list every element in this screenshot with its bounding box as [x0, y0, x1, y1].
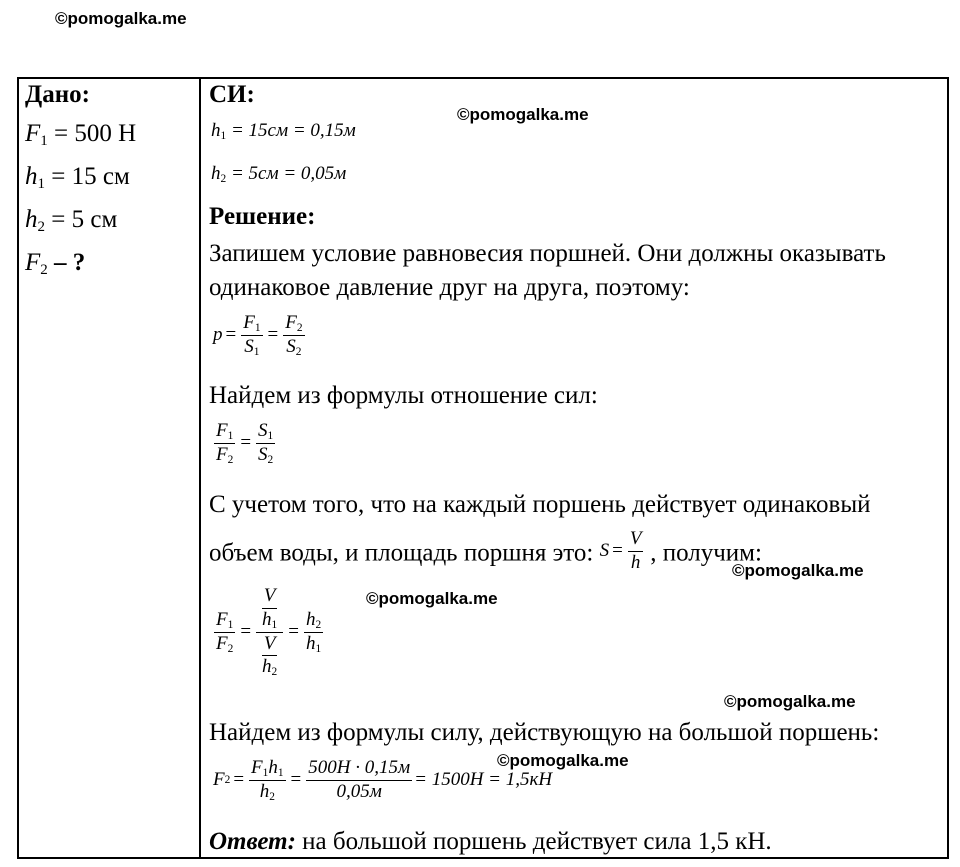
calc-result: = 1500Н = 1,5кН [414, 769, 553, 791]
si-header: СИ: [209, 81, 255, 108]
given-subscript: 2 [37, 218, 45, 235]
calc-denominator: 0,05м [336, 780, 382, 802]
solution-text-part: , получим: [650, 539, 762, 567]
solution-text: С учетом того, что на каждый поршень действует одинаковый [209, 491, 871, 518]
find-question: – ? [54, 249, 86, 276]
watermark: ©pomogalka.me [732, 561, 864, 580]
answer-text: на большой поршень действует сила 1,5 кН. [295, 828, 772, 855]
find-subscript: 2 [40, 261, 48, 278]
given-header: Дано: [25, 81, 90, 108]
given-value: = 500 Н [54, 120, 137, 147]
given-item [25, 205, 117, 235]
si-line: $h_2 = 5см = 0,05м$ [211, 163, 347, 185]
solution-text [209, 528, 762, 579]
given-value: = 5 см [51, 206, 118, 233]
watermark: ©pomogalka.me [724, 692, 856, 711]
watermark: ©pomogalka.me [55, 9, 187, 28]
given-symbol: h [25, 206, 38, 233]
watermark: ©pomogalka.me [457, 105, 589, 124]
given-subscript: 1 [37, 175, 45, 192]
watermark: ©pomogalka.me [497, 751, 629, 770]
answer [209, 827, 772, 857]
solution-text: Запишем условие равновесия поршней. Они должны оказывать [209, 240, 886, 267]
area-formula: S = $\frac{V}{h}$ [599, 528, 642, 573]
given-value: = 15 см [51, 163, 130, 190]
solution-text: одинаковое давление друг на друга, поэтому: [209, 274, 690, 301]
solution-text: Найдем из формулы отношение сил: [209, 382, 598, 409]
given-subscript: 1 [40, 132, 48, 149]
pressure-formula: p = $\frac{F_1}{S_1}$ = $\frac{F_2}{S_2}$ [213, 312, 303, 358]
column-divider [199, 77, 201, 859]
given-symbol: h [25, 163, 38, 190]
find-symbol: F [25, 249, 41, 276]
solution-text: Найдем из формулы силу, действующую на большой поршень: [209, 719, 880, 746]
calc-numerator: 500Н · 0,15м [306, 757, 412, 781]
given-item [25, 119, 136, 149]
find-item [25, 248, 85, 278]
given-item [25, 162, 130, 192]
given-symbol: F [25, 120, 41, 147]
si-line: $h_1 = 15см = 0,15м$ [211, 120, 356, 142]
height-ratio-formula: $\frac{F_1}{F_2}$ = $\frac{\frac{V}{h_1}}{\frac{V}{h_2}}$ = $\frac{h_2}{h_1}$ [216, 585, 322, 679]
solution-header: Решение: [209, 203, 316, 230]
solution-text-part: объем воды, и площадь поршня это: [209, 539, 594, 567]
watermark: ©pomogalka.me [366, 589, 498, 608]
force-ratio-formula: $\frac{F_1}{F_2}$ = $\frac{S_1}{S_2}$ [216, 420, 274, 466]
answer-label: Ответ: [209, 828, 296, 855]
result-formula: F 2 = $\frac{F_1h_1}{h_2}$ = $\frac{500Н \cdot 0,15м}{0,05м}$ = 1500Н = 1,5кН [213, 757, 553, 803]
